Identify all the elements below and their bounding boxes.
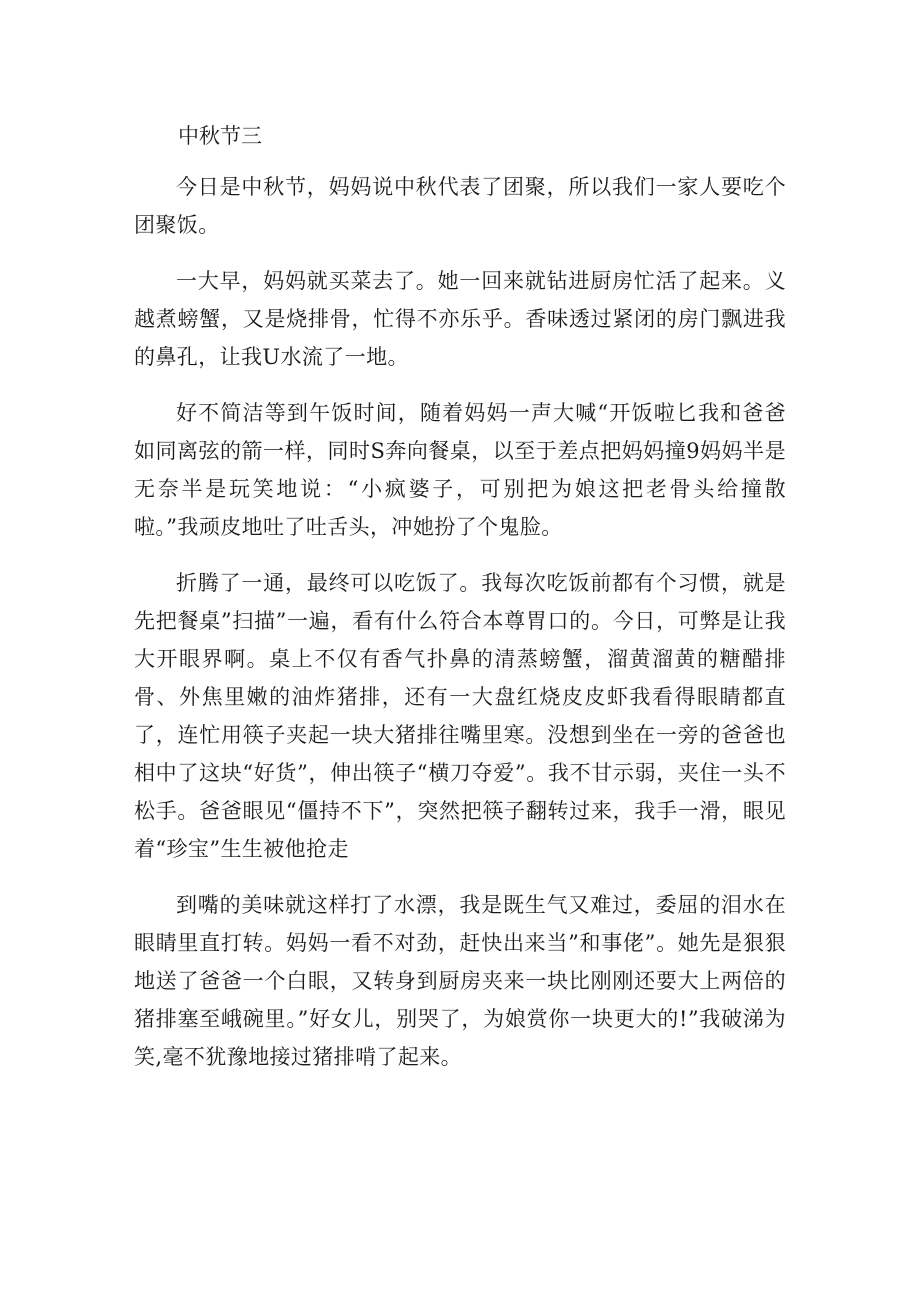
paragraph-3: 好不简洁等到午饭时间，随着妈妈一声大喊“开饭啦匕我和爸爸如同离弦的箭一样，同时S奔向餐桌，以至于差点把妈妈撞9妈妈半是无奈半是玩笑地说：“小疯婆子，可别把为娘这把老骨头给撞散啦。”我顽皮地吐了吐舌头，冲她扮了个鬼脸。 — [134, 401, 786, 539]
paragraph-5: 到嘴的美味就这样打了水漂，我是既生气又难过，委屈的泪水在眼睛里直打转。妈妈一看不对劲，赶快出来当”和事佬”。她先是狠狠地送了爸爸一个白眼，又转身到厨房夹来一块比刚刚还要大上两倍的猪排塞至峨碗里。”好女儿，别哭了，为娘赏你一块更大的!”我破涕为笑,毫不犹豫地接过猪排啃了起来。 — [134, 893, 786, 1069]
document-page — [134, 118, 786, 1094]
paragraph-4: 折腾了一通，最终可以吃饭了。我每次吃饭前都有个习惯，就是先把餐桌”扫描”一遍，看有什么符合本尊胃口的。今日，可弊是让我大开眼界啊。桌上不仅有香气扑鼻的清蒸螃蟹，溜黄溜黄的糖醋排骨、外焦里嫩的油炸猪排，还有一大盘红烧皮皮虾我看得眼睛都直了，连忙用筷子夹起一块大猪排往嘴里寒。没想到坐在一旁的爸爸也相中了这块“好货”，伸出筷子“横刀夺爱”。我不甘示弱，夹住一头不松手。爸爸眼见“僵持不下”，突然把筷子翻转过来，我手一滑，眼见着“珍宝”生生被他抢走 — [134, 571, 786, 861]
document-title: 中秋节三 — [178, 124, 262, 148]
paragraph-2: 一大早，妈妈就买菜去了。她一回来就钻进厨房忙活了起来。义越煮螃蟹，又是烧排骨，忙得不亦乐乎。香味透过紧闭的房门飘进我的鼻孔，让我U水流了一地。 — [134, 269, 786, 369]
paragraph-1: 今日是中秋节，妈妈说中秋代表了团聚，所以我们一家人要吃个团聚饭。 — [134, 175, 786, 237]
